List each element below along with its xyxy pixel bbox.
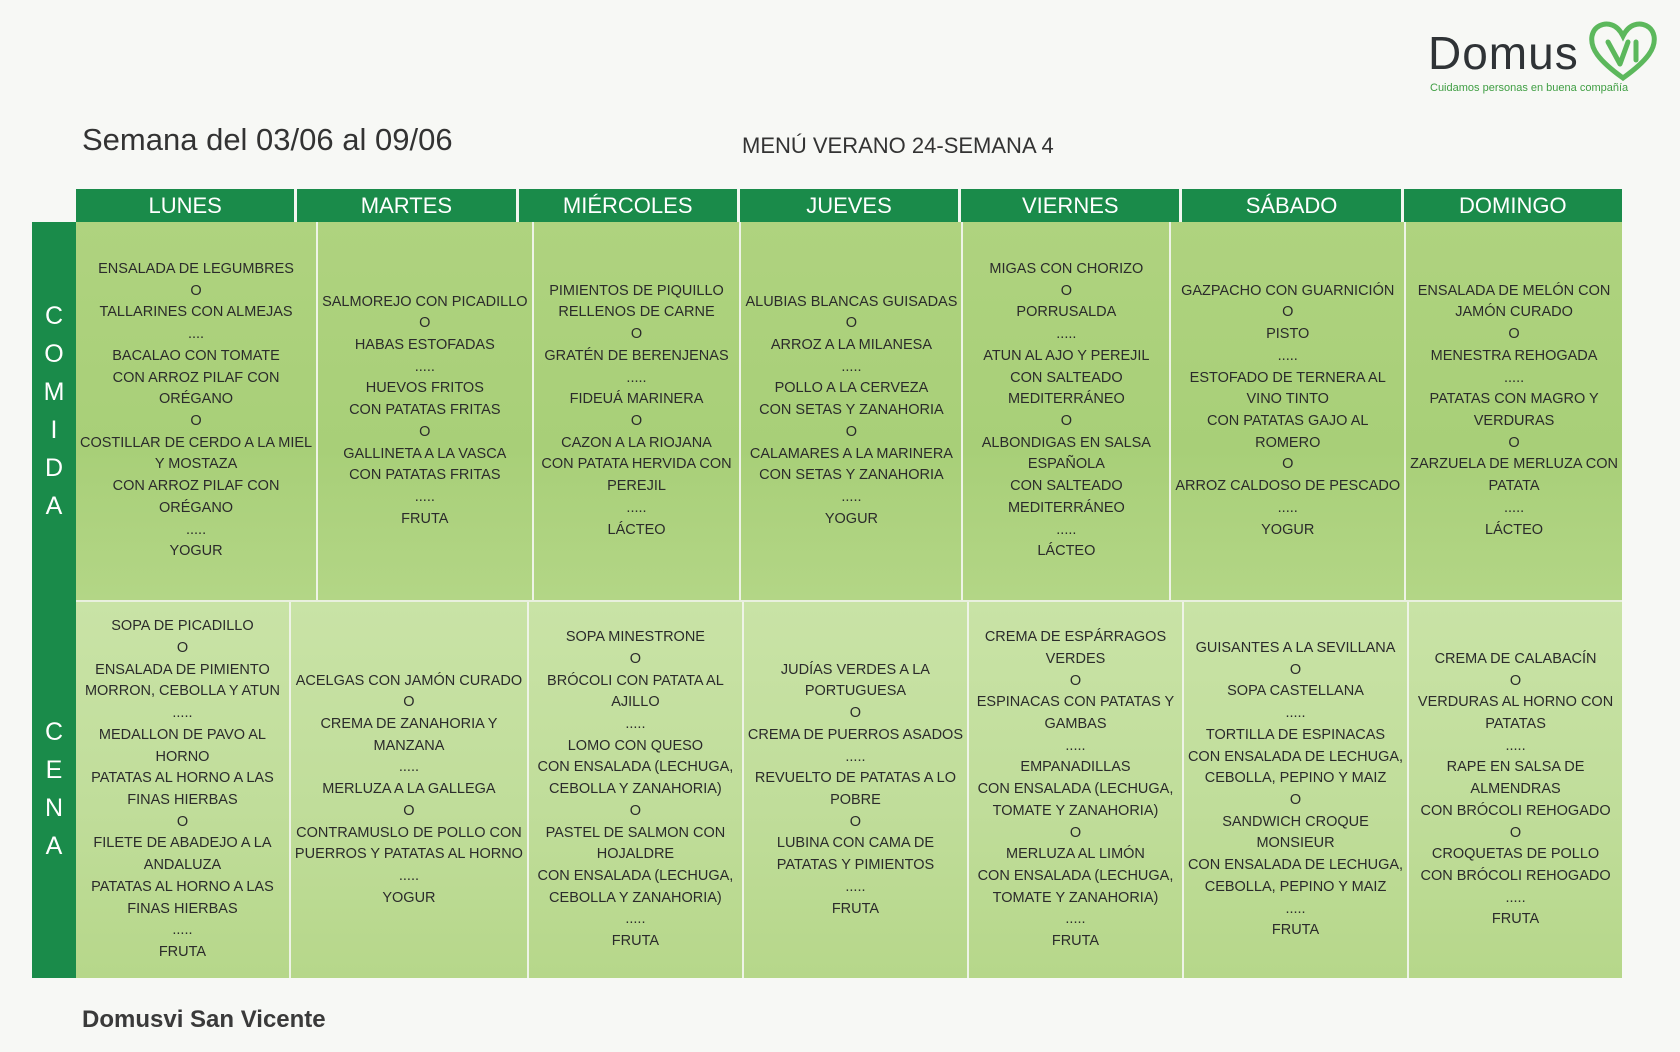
menu-line: CREMA DE ESPÁRRAGOS (984, 629, 1167, 646)
menu-line: O (419, 315, 431, 332)
menu-line: PATATAS AL HORNO A LAS (91, 878, 274, 895)
menu-line: ESTOFADO DE TERNERA AL (1189, 369, 1386, 386)
menu-line: MERLUZA A LA GALLEGA (322, 781, 496, 798)
menu-line: O (1509, 824, 1522, 841)
menu-line: SOPA MINESTRONE (565, 629, 705, 646)
menu-line: CREMA DE PUERROS ASADOS (747, 726, 964, 743)
menu-line: CON ARROZ PILAF CON (112, 369, 280, 386)
menu-line: CON PATATA HERVIDA CON (541, 456, 732, 473)
cena-cell-lunes (76, 602, 289, 978)
menu-line: CON SALTEADO (1010, 369, 1123, 386)
menu-line: LUBINA CON CAMA DE (776, 835, 934, 852)
comida-cell-viernes (961, 222, 1169, 600)
side-letter: C (44, 302, 64, 330)
menu-line: ..... (1056, 326, 1077, 343)
menu-line: ARROZ CALDOSO DE PESCADO (1175, 478, 1401, 495)
comida-cell-martes (316, 222, 531, 600)
menu-line: ORÉGANO (158, 499, 234, 516)
menu-line: O (629, 650, 642, 667)
comida-row (76, 222, 1622, 600)
menu-line: ENSALADA DE MELÓN CON (1417, 282, 1611, 299)
menu-line: LÁCTEO (1037, 543, 1096, 560)
side-letter: O (44, 340, 64, 368)
menu-line: PATATAS Y PIMIENTOS (776, 857, 935, 874)
menu-line: FRUTA (1271, 922, 1320, 939)
cena-row (76, 600, 1622, 978)
days-header (76, 189, 1622, 222)
menu-line: CON ENSALADA (LECHUGA, (537, 759, 734, 776)
menu-line: CALAMARES A LA MARINERA (749, 445, 953, 462)
menu-line: CON ENSALADA DE LECHUGA, (1187, 857, 1404, 874)
menu-line: FRUTA (831, 900, 880, 917)
menu-line: POBRE (830, 792, 881, 808)
day-header-domingo: DOMINGO (1401, 189, 1622, 222)
menu-line: ENSALADA DE PIMIENTO (95, 661, 270, 678)
menu-line: CON BRÓCOLI REHOGADO (1420, 867, 1611, 884)
menu-line: AJILLO (611, 694, 660, 711)
menu-line: O (419, 423, 431, 440)
menu-line: PATATAS CON MAGRO Y (1429, 391, 1599, 408)
menu-line: O (176, 640, 189, 657)
menu-line: ESPINACAS CON PATATAS Y (976, 694, 1175, 711)
menu-line: ..... (1503, 499, 1525, 516)
menu-line: ORÉGANO (158, 391, 234, 408)
menu-line: REVUELTO DE PATATAS A LO (754, 770, 957, 787)
menu-line: ..... (625, 716, 646, 733)
menu-line: COSTILLAR DE CERDO A LA MIEL (80, 434, 313, 451)
menu-line: JUDÍAS VERDES A LA (780, 661, 930, 678)
menu-line: ..... (1056, 521, 1077, 538)
menu-line: FIDEUÁ MARINERA (569, 391, 704, 408)
menu-line: FRUTA (158, 943, 207, 960)
menu-line: ALUBIAS BLANCAS GUISADAS (745, 293, 958, 310)
menu-line: CON BRÓCOLI REHOGADO (1420, 802, 1611, 819)
comida-cell-sabado (1169, 222, 1404, 600)
menu-line: ROMERO (1255, 434, 1321, 451)
menu-line: RELLENOS DE CARNE (558, 304, 715, 321)
comida-cell-lunes (76, 222, 316, 600)
menu-line: O (630, 326, 643, 343)
menu-line: ZARZUELA DE MERLUZA CON (1410, 456, 1618, 473)
menu-line: CROQUETAS DE POLLO (1431, 846, 1600, 863)
menu-line: O (1282, 304, 1294, 321)
menu-line: YOGUR (169, 543, 223, 560)
menu-line: ..... (845, 878, 866, 895)
cena-side-label (32, 600, 76, 978)
menu-line: ANDALUZA (143, 857, 222, 874)
menu-line: ..... (1285, 705, 1306, 722)
menu-line: ..... (845, 748, 866, 765)
menu-line: ATUN AL AJO Y PEREJIL (983, 347, 1150, 364)
side-letter: A (45, 492, 63, 520)
menu-line: PASTEL DE SALMON CON (545, 824, 726, 841)
cena-cell-sabado (1182, 602, 1407, 978)
menu-line: LÁCTEO (1485, 521, 1544, 538)
menu-line: GRATÉN DE BERENJENAS (544, 347, 729, 364)
day-header-martes: MARTES (294, 189, 515, 222)
menu-line: FINAS HIERBAS (127, 792, 238, 808)
side-letter: M (43, 378, 65, 406)
menu-line: O (630, 413, 643, 429)
menu-line: FRUTA (401, 510, 449, 527)
menu-line: ..... (1277, 499, 1298, 516)
menu-line: MEDITERRÁNEO (1007, 499, 1125, 516)
menu-line: VERDES (1045, 650, 1106, 667)
menu-line: O (849, 705, 862, 722)
day-header-sabado: SÁBADO (1179, 189, 1400, 222)
menu-line: CON ENSALADA (LECHUGA, (537, 867, 734, 884)
cena-cell-miercoles (527, 602, 742, 978)
menu-line: PIMIENTOS DE PIQUILLO (549, 282, 724, 299)
side-letter: N (44, 794, 64, 822)
menu-line: GAZPACHO CON GUARNICIÓN (1181, 282, 1395, 299)
menu-line: MIGAS CON CHORIZO (989, 261, 1144, 278)
menu-line: O (849, 813, 862, 830)
menu-line: CON ARROZ PILAF CON (112, 478, 280, 495)
menu-line: PUERROS Y PATATAS AL HORNO (294, 846, 523, 863)
menu-line: O (190, 282, 202, 299)
menu-line: ..... (398, 759, 420, 776)
menu-line: .... (187, 326, 205, 343)
menu-line: POLLO A LA CERVEZA (774, 380, 929, 397)
menu-line: HABAS ESTOFADAS (354, 337, 495, 354)
menu-line: CEBOLLA Y ZANAHORIA) (549, 781, 722, 798)
day-header-viernes: VIERNES (958, 189, 1179, 222)
menu-line: GAMBAS (1044, 716, 1107, 733)
menu-line: CAZON A LA RIOJANA (561, 434, 712, 451)
menu-line: YOGUR (382, 889, 436, 906)
menu-line: O (403, 694, 415, 711)
menu-line: SOPA CASTELLANA (1227, 683, 1364, 700)
menu-line: FILETE DE ABADEJO A LA (93, 835, 272, 852)
menu-line: O (1060, 282, 1072, 299)
menu-line: MENESTRA REHOGADA (1430, 347, 1598, 364)
menu-line: YOGUR (824, 510, 879, 527)
menu-line: O (629, 802, 642, 819)
menu-line: ..... (414, 488, 435, 505)
menu-line: O (1508, 326, 1520, 343)
menu-line: CON SETAS Y ZANAHORIA (759, 467, 944, 484)
menu-line: ..... (841, 488, 862, 505)
menu-line: EMPANADILLAS (1020, 759, 1131, 776)
menu-line: TOMATE Y ZANAHORIA) (992, 889, 1159, 906)
menu-line: CON SETAS Y ZANAHORIA (759, 402, 944, 419)
menu-line: MORRON, CEBOLLA Y ATUN (84, 683, 280, 700)
menu-line: ..... (1285, 900, 1306, 917)
menu-line: CON ENSALADA DE LECHUGA, (1187, 748, 1404, 765)
menu-line: RAPE EN SALSA DE (1446, 759, 1585, 776)
menu-line: YOGUR (1261, 521, 1315, 538)
day-header-lunes: LUNES (148, 192, 222, 218)
menu-line: ..... (625, 911, 646, 928)
menu-line: MONSIEUR (1256, 835, 1335, 852)
menu-line: CREMA DE ZANAHORIA Y (320, 716, 498, 733)
menu-line: CEBOLLA, PEPINO Y MAIZ (1204, 770, 1387, 787)
menu-line: BRÓCOLI CON PATATA AL (547, 672, 724, 689)
menu-line: CON PATATAS FRITAS (349, 467, 501, 484)
menu-line: PEREJIL (607, 478, 666, 495)
cena-cell-domingo (1407, 602, 1622, 978)
menu-line: ALBONDIGAS EN SALSA (981, 434, 1151, 451)
menu-line: LÁCTEO (607, 521, 666, 538)
comida-cell-domingo (1404, 222, 1622, 600)
menu-title: MENÚ VERANO 24-SEMANA 4 (742, 133, 1054, 158)
menu-line: ..... (1505, 889, 1526, 906)
menu-line: BACALAO CON TOMATE (112, 347, 280, 364)
menu-line: SANDWICH CROQUE (1222, 813, 1369, 830)
menu-line: ..... (185, 521, 207, 538)
menu-line: CREMA DE CALABACÍN (1434, 650, 1597, 667)
side-letter: I (50, 416, 58, 444)
menu-line: CONTRAMUSLO DE POLLO CON (296, 824, 522, 841)
menu-line: O (190, 413, 202, 429)
menu-line: ..... (1065, 911, 1086, 928)
menu-line: O (1282, 456, 1294, 473)
day-header-jueves: JUEVES (737, 189, 958, 222)
menu-line: HUEVOS FRITOS (365, 380, 484, 397)
logo-tagline: Cuidamos personas en buena compañía (1430, 82, 1629, 94)
day-header-miercoles: MIÉRCOLES (516, 189, 737, 222)
menu-line: MANZANA (373, 737, 445, 754)
menu-line: PATATAS (1485, 716, 1546, 733)
menu-line: ..... (398, 867, 420, 884)
menu-line: ..... (841, 358, 862, 375)
menu-line: CEBOLLA, PEPINO Y MAIZ (1204, 878, 1387, 895)
menu-line: O (1289, 792, 1302, 808)
menu-line: O (176, 813, 189, 830)
menu-line: FINAS HIERBAS (127, 900, 238, 917)
menu-line: CEBOLLA Y ZANAHORIA) (549, 889, 722, 906)
menu-line: VERDURAS AL HORNO CON (1417, 694, 1614, 711)
menu-line: PATATAS AL HORNO A LAS (91, 770, 274, 787)
menu-line: O (403, 802, 415, 819)
menu-line: PATATA (1488, 478, 1540, 495)
menu-line: CON ENSALADA (LECHUGA, (977, 867, 1174, 884)
side-letter: A (45, 832, 63, 860)
menu-line: VERDURAS (1473, 413, 1555, 429)
menu-line: MEDALLON DE PAVO AL (98, 726, 266, 743)
menu-line: GALLINETA A LA VASCA (343, 445, 507, 462)
cena-cell-viernes (967, 602, 1182, 978)
menu-line: ..... (1065, 737, 1086, 754)
cena-cell-martes (289, 602, 527, 978)
menu-line: GUISANTES A LA SEVILLANA (1195, 640, 1396, 657)
menu-line: ..... (1277, 347, 1298, 364)
menu-line: ARROZ A LA MILANESA (770, 337, 933, 354)
menu-line: ALMENDRAS (1470, 781, 1561, 798)
side-letter: E (45, 756, 63, 784)
menu-line: HORNO (155, 748, 210, 765)
footer-center-name: Domusvi San Vicente (82, 1006, 326, 1033)
menu-line: O (1069, 824, 1082, 841)
domusvi-logo (1428, 18, 1662, 100)
menu-line: PISTO (1266, 326, 1310, 343)
menu-line: SOPA DE PICADILLO (111, 618, 254, 635)
heart-logo-icon (1588, 20, 1658, 82)
menu-line: LOMO CON QUESO (567, 737, 704, 754)
menu-line: CON PATATAS FRITAS (349, 402, 501, 419)
logo-wordmark: Domus (1428, 27, 1579, 79)
menu-line: ..... (1503, 369, 1525, 386)
menu-line: ESPAÑOLA (1027, 456, 1105, 473)
menu-line: O (845, 423, 858, 440)
menu-line: Y MOSTAZA (154, 456, 238, 473)
menu-line: ..... (1505, 737, 1526, 754)
menu-line: PORRUSALDA (1016, 304, 1117, 321)
menu-line: O (1060, 413, 1072, 429)
menu-line: TALLARINES CON ALMEJAS (99, 304, 293, 321)
side-letter: C (44, 718, 64, 746)
menu-line: O (1508, 434, 1520, 451)
menu-line: FRUTA (611, 933, 660, 950)
comida-side-label (32, 222, 76, 600)
week-title: Semana del 03/06 al 09/06 (82, 122, 453, 157)
menu-line: FRUTA (1051, 933, 1100, 950)
menu-line: CON ENSALADA (LECHUGA, (977, 781, 1174, 798)
menu-line: O (1289, 661, 1302, 678)
side-letter: D (44, 454, 64, 482)
menu-line: HOJALDRE (596, 846, 675, 863)
menu-line: ..... (626, 369, 647, 386)
menu-line: ACELGAS CON JAMÓN CURADO (295, 672, 523, 689)
menu-line: CON PATATAS GAJO AL (1207, 413, 1369, 429)
menu-line: PORTUGUESA (804, 683, 907, 700)
comida-cell-miercoles (532, 222, 740, 600)
menu-line: FRUTA (1491, 911, 1540, 928)
menu-line: MEDITERRÁNEO (1007, 391, 1125, 408)
menu-line: O (845, 315, 858, 332)
menu-line: O (1069, 672, 1082, 689)
menu-line: MERLUZA AL LIMÓN (1006, 846, 1145, 863)
menu-line: ENSALADA DE LEGUMBRES (98, 261, 294, 278)
menu-line: ..... (414, 358, 435, 375)
menu-line: CON SALTEADO (1010, 478, 1123, 495)
menu-line: O (1509, 672, 1522, 689)
menu-line: ..... (626, 499, 647, 516)
menu-line: ..... (172, 922, 193, 939)
menu-line: TORTILLA DE ESPINACAS (1205, 726, 1386, 743)
menu-line: SALMOREJO CON PICADILLO (322, 293, 528, 310)
menu-line: TOMATE Y ZANAHORIA) (992, 802, 1159, 819)
comida-cell-jueves (739, 222, 961, 600)
cena-cell-jueves (742, 602, 967, 978)
menu-line: JAMÓN CURADO (1455, 304, 1573, 321)
menu-line: ..... (172, 705, 193, 722)
menu-line: VINO TINTO (1246, 391, 1329, 408)
